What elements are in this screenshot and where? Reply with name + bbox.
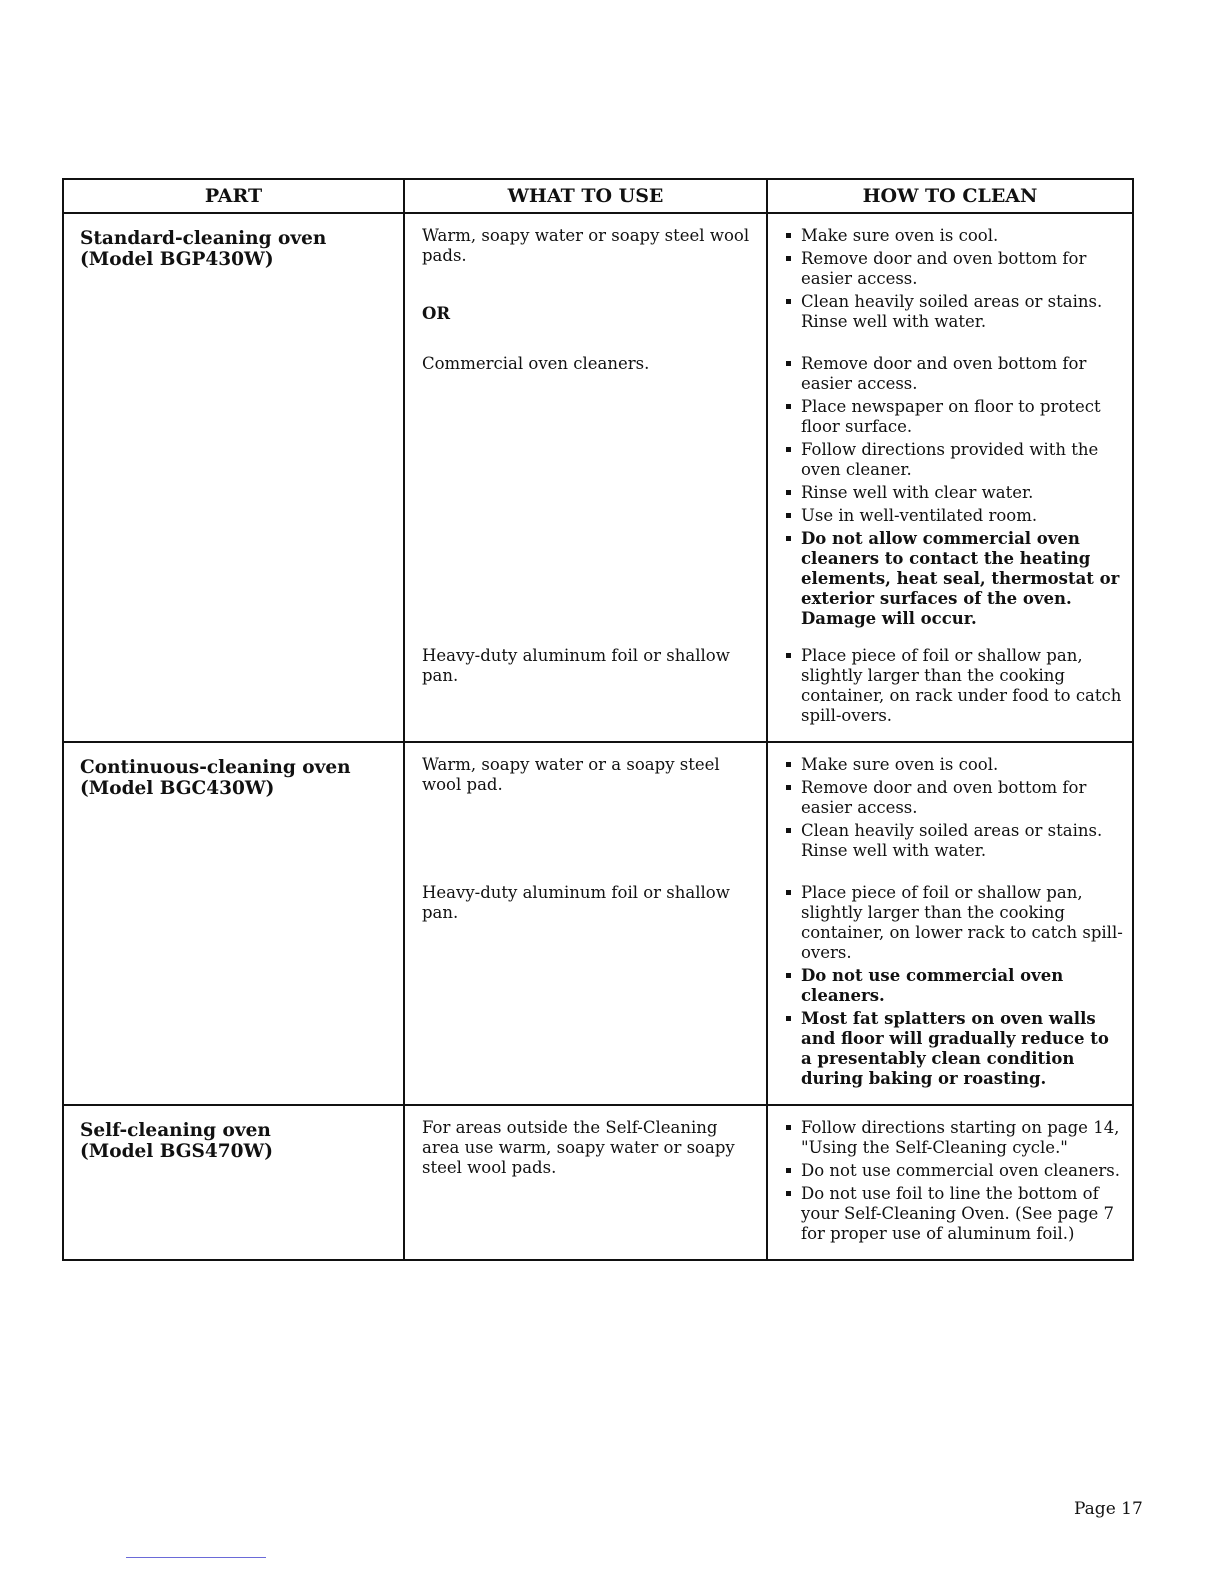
- part-model: (Model BGP430W): [80, 249, 274, 270]
- step-item: [786, 483, 1124, 503]
- step-text: Remove door and oven bottom for easier access.: [801, 778, 1087, 817]
- part-name: Continuous-cleaning oven: [80, 757, 351, 778]
- step-item: [786, 292, 1124, 332]
- bullet-icon: [786, 762, 791, 767]
- what-block: [422, 354, 754, 646]
- step-text: Make sure oven is cool.: [801, 226, 999, 245]
- bullet-icon: [786, 299, 791, 304]
- bullet-icon: [786, 653, 791, 658]
- step-item: [786, 778, 1124, 818]
- step-text: Place piece of foil or shallow pan, slightly larger than the cooking container, on lower rack to catch spill-overs.: [801, 883, 1123, 962]
- step-item: [786, 506, 1124, 526]
- step-text: Most fat splatters on oven walls and floor will gradually reduce to a presentably clean condition during baking or roasting.: [801, 1009, 1109, 1088]
- bullet-icon: [786, 890, 791, 895]
- or-separator: OR: [422, 304, 451, 323]
- what-block: [422, 755, 754, 883]
- bullet-icon: [786, 536, 791, 541]
- bullet-icon: [786, 1016, 791, 1021]
- step-item: [786, 646, 1124, 726]
- header-what-to-use: WHAT TO USE: [404, 179, 767, 213]
- step-item: [786, 440, 1124, 480]
- step-item: [786, 354, 1124, 394]
- what-text: Heavy-duty aluminum foil or shallow pan.: [422, 646, 730, 685]
- steps-list: [786, 883, 1124, 1089]
- how-to-clean-cell: [767, 1105, 1133, 1260]
- how-block: [786, 755, 1124, 883]
- page-number: Page 17: [1074, 1499, 1143, 1519]
- table-body: [63, 213, 1133, 1260]
- header-part: PART: [63, 179, 404, 213]
- bullet-icon: [786, 256, 791, 261]
- bullet-icon: [786, 1125, 791, 1130]
- step-item: [786, 1009, 1124, 1089]
- step-text: Rinse well with clear water.: [801, 483, 1034, 502]
- step-text: Clean heavily soiled areas or stains. Rinse well with water.: [801, 292, 1103, 331]
- step-text: Do not use commercial oven cleaners.: [801, 1161, 1120, 1180]
- how-block: [786, 646, 1124, 726]
- header-how-to-clean: HOW TO CLEAN: [767, 179, 1133, 213]
- bullet-icon: [786, 513, 791, 518]
- what-to-use-cell: [404, 742, 767, 1105]
- steps-list: [786, 755, 1124, 861]
- bullet-icon: [786, 490, 791, 495]
- step-item: [786, 883, 1124, 963]
- table-row: [63, 213, 1133, 742]
- footer-rule: [126, 1557, 266, 1558]
- what-block: [422, 1118, 754, 1178]
- step-text: Remove door and oven bottom for easier access.: [801, 354, 1087, 393]
- what-text: Warm, soapy water or a soapy steel wool pad.: [422, 755, 720, 794]
- step-item: [786, 529, 1124, 629]
- table-row: [63, 742, 1133, 1105]
- step-text: Do not use commercial oven cleaners.: [801, 966, 1064, 1005]
- step-text: Follow directions starting on page 14, "Using the Self-Cleaning cycle.": [801, 1118, 1120, 1157]
- bullet-icon: [786, 1168, 791, 1173]
- what-to-use-cell: [404, 213, 767, 742]
- how-block: [786, 883, 1124, 1089]
- step-text: Do not use foil to line the bottom of your Self-Cleaning Oven. (See page 7 for proper use of aluminum foil.): [801, 1184, 1115, 1243]
- bullet-icon: [786, 361, 791, 366]
- part-model: (Model BGC430W): [80, 778, 275, 799]
- how-to-clean-cell: [767, 213, 1133, 742]
- part-cell: [63, 213, 404, 742]
- what-to-use-cell: [404, 1105, 767, 1260]
- step-text: Make sure oven is cool.: [801, 755, 999, 774]
- bullet-icon: [786, 828, 791, 833]
- step-text: Clean heavily soiled areas or stains. Rinse well with water.: [801, 821, 1103, 860]
- what-text: Commercial oven cleaners.: [422, 354, 650, 373]
- how-to-clean-cell: [767, 742, 1133, 1105]
- what-block: [422, 646, 754, 686]
- bullet-icon: [786, 233, 791, 238]
- steps-list: [786, 646, 1124, 726]
- step-item: [786, 1184, 1124, 1244]
- step-text: Follow directions provided with the oven cleaner.: [801, 440, 1099, 479]
- header-row: [63, 179, 1133, 213]
- bullet-icon: [786, 1191, 791, 1196]
- steps-list: [786, 354, 1124, 629]
- bullet-icon: [786, 785, 791, 790]
- step-item: [786, 397, 1124, 437]
- step-item: [786, 1118, 1124, 1158]
- part-name: Standard-cleaning oven: [80, 228, 327, 249]
- what-text: For areas outside the Self-Cleaning area use warm, soapy water or soapy steel wool pads.: [422, 1118, 735, 1177]
- what-text: Heavy-duty aluminum foil or shallow pan.: [422, 883, 730, 922]
- step-text: Use in well-ventilated room.: [801, 506, 1038, 525]
- how-block: [786, 226, 1124, 354]
- step-text: Do not allow commercial oven cleaners to contact the heating elements, heat seal, thermostat or exterior surfaces of the oven. Damage will occur.: [801, 529, 1120, 628]
- step-item: [786, 755, 1124, 775]
- what-block: [422, 883, 754, 923]
- how-block: [786, 1118, 1124, 1244]
- how-block: [786, 354, 1124, 646]
- step-item: [786, 249, 1124, 289]
- part-cell: [63, 1105, 404, 1260]
- what-text: Warm, soapy water or soapy steel wool pads.: [422, 226, 750, 265]
- part-name: Self-cleaning oven: [80, 1120, 271, 1141]
- bullet-icon: [786, 973, 791, 978]
- what-block: [422, 226, 754, 354]
- steps-list: [786, 226, 1124, 332]
- part-cell: [63, 742, 404, 1105]
- steps-list: [786, 1118, 1124, 1244]
- step-text: Place piece of foil or shallow pan, slightly larger than the cooking container, on rack under food to catch spill-overs.: [801, 646, 1122, 725]
- step-text: Remove door and oven bottom for easier access.: [801, 249, 1087, 288]
- step-item: [786, 1161, 1124, 1181]
- step-text: Place newspaper on floor to protect floor surface.: [801, 397, 1101, 436]
- cleaning-table: [62, 178, 1134, 1261]
- bullet-icon: [786, 447, 791, 452]
- table-row: [63, 1105, 1133, 1260]
- bullet-icon: [786, 404, 791, 409]
- step-item: [786, 966, 1124, 1006]
- part-model: (Model BGS470W): [80, 1141, 274, 1162]
- step-item: [786, 821, 1124, 861]
- step-item: [786, 226, 1124, 246]
